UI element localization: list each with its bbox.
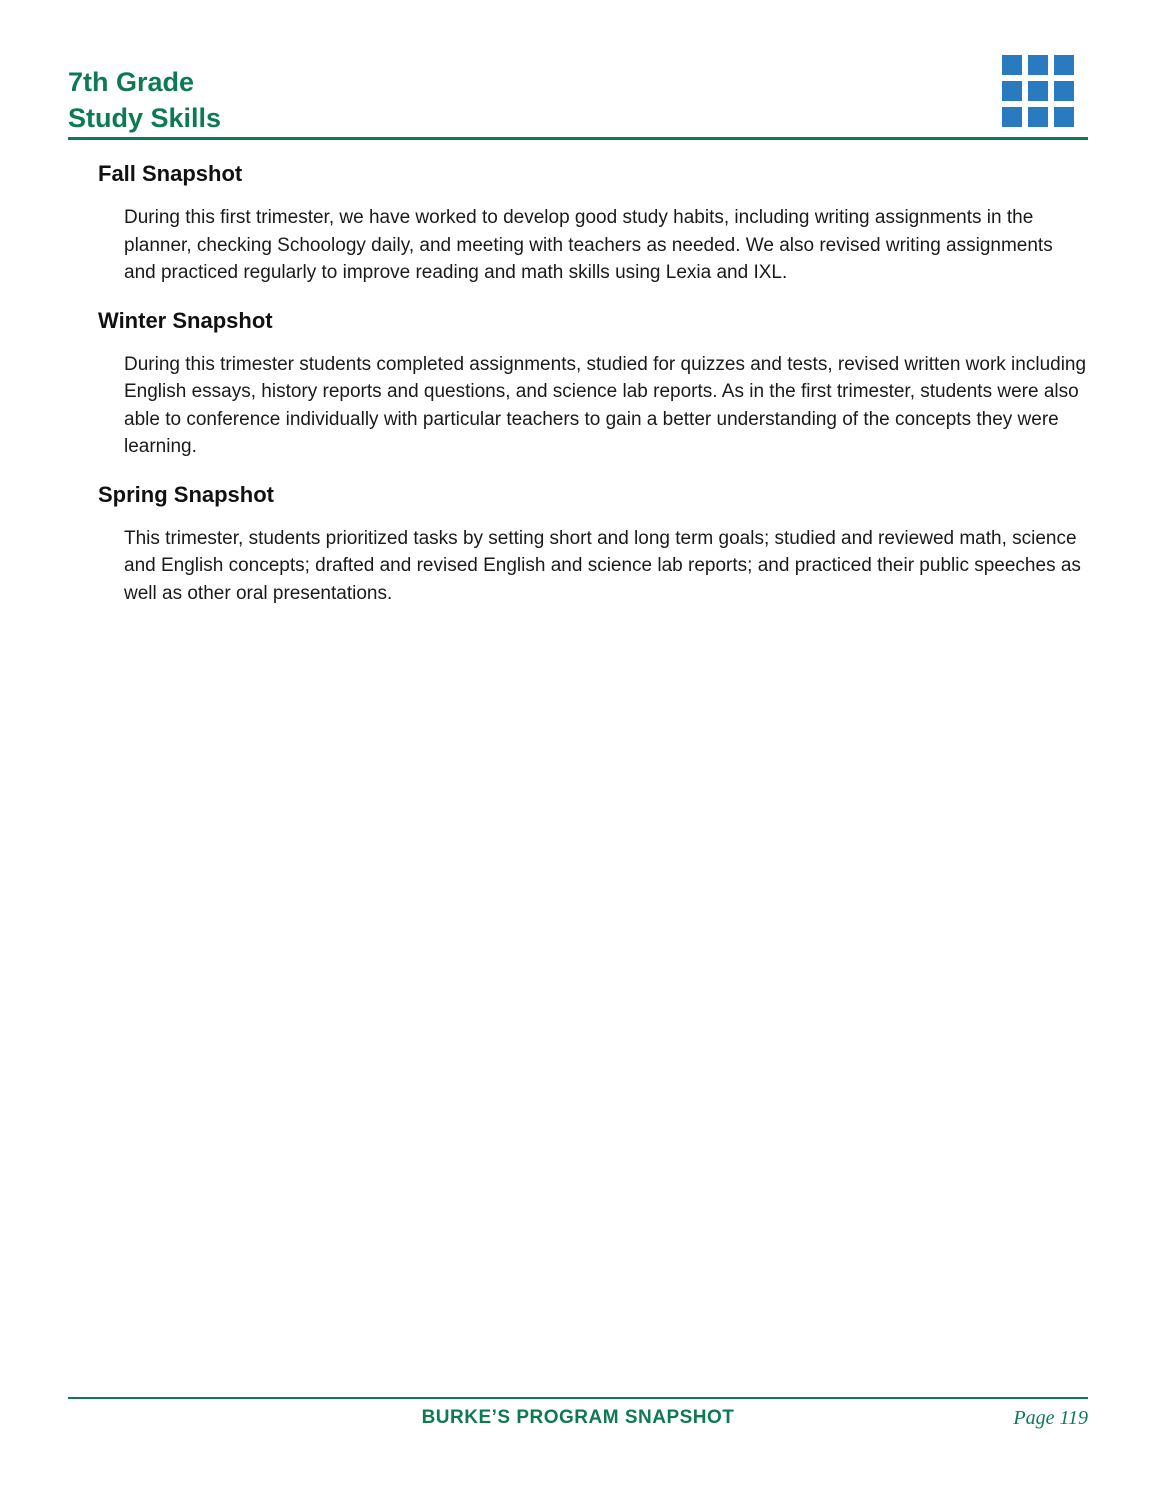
grid-logo-square: [1002, 55, 1022, 75]
section-body: During this trimester students completed assignments, studied for quizzes and tests, revised written work including English essays, history reports and questions, and science lab reports. As in the first trimester, students were also able to conference individually with particular teachers to gain a better understanding of the concepts they were learning.: [124, 353, 1087, 457]
grid-logo-square: [1002, 81, 1022, 101]
grid-logo-square: [1028, 55, 1048, 75]
page-number: Page 119: [1013, 1407, 1088, 1429]
section-heading: Spring Snapshot: [98, 481, 274, 507]
page-title-line-2: Study Skills: [68, 103, 222, 133]
section-body: During this first trimester, we have worked to develop good study habits, including writing assignments in the planner, checking Schoology daily, and meeting with teachers as needed. We also revised writing assignments and practiced regularly to improve reading and math skills using Lexia and IXL.: [124, 207, 1053, 283]
grid-logo-square: [1028, 81, 1048, 101]
grid-logo-square: [1002, 107, 1022, 127]
section-body: This trimester, students prioritized tasks by setting short and long term goals; studied and reviewed math, science and English concepts; drafted and revised English and science lab reports; and practiced their public speeches as well as other oral presentations.: [124, 527, 1081, 604]
section-winter: [98, 305, 1088, 461]
section-spring: [98, 479, 1088, 608]
page-title-line-1: 7th Grade: [68, 67, 195, 97]
main-content: [98, 158, 1088, 625]
section-heading: Winter Snapshot: [98, 307, 273, 333]
footer-title: BURKE’S PROGRAM SNAPSHOT: [421, 1407, 735, 1428]
grid-logo-square: [1054, 55, 1074, 75]
grid-logo-square: [1054, 107, 1074, 127]
page-title: [68, 64, 221, 136]
header-divider: [68, 137, 1088, 140]
section-heading: Fall Snapshot: [98, 161, 243, 186]
footer-divider: [68, 1397, 1088, 1399]
section-fall: [98, 158, 1088, 287]
grid-logo-square: [1028, 107, 1048, 127]
grid-logo-icon: [1002, 55, 1078, 131]
grid-logo-square: [1054, 81, 1074, 101]
